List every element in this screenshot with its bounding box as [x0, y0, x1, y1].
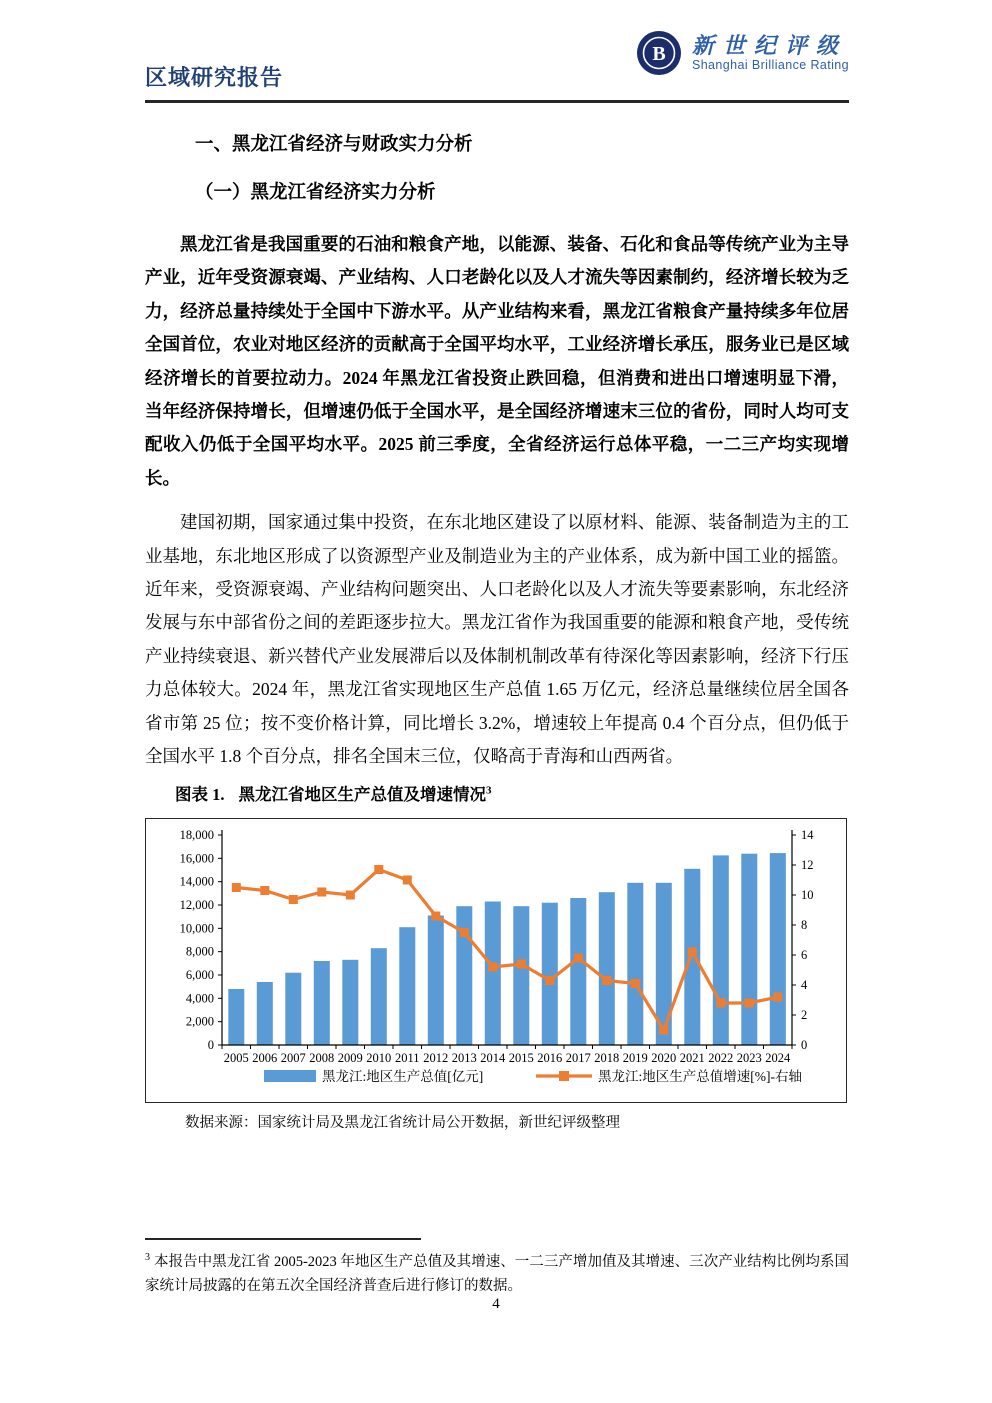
figure-footnote-ref: 3 — [486, 784, 492, 796]
growth-marker — [403, 875, 412, 884]
x-axis-label: 2020 — [651, 1050, 677, 1065]
growth-marker — [346, 890, 355, 899]
gdp-bar — [456, 906, 472, 1045]
gdp-growth-chart — [146, 819, 846, 1100]
growth-marker — [574, 953, 583, 962]
legend-bar-swatch — [264, 1070, 316, 1082]
growth-marker — [317, 887, 326, 896]
gdp-bar — [371, 948, 387, 1045]
gdp-bar — [713, 855, 729, 1045]
right-axis-label: 6 — [801, 947, 808, 962]
page-content — [145, 0, 849, 1132]
x-axis-label: 2005 — [223, 1050, 249, 1065]
figure-caption-text: 黑龙江省地区生产总值及增速情况 — [238, 784, 486, 804]
x-axis-label: 2008 — [309, 1050, 335, 1065]
growth-marker — [431, 911, 440, 920]
x-axis-label: 2011 — [395, 1050, 420, 1065]
x-axis-label: 2013 — [451, 1050, 477, 1065]
gdp-bar — [570, 898, 586, 1045]
x-axis-label: 2022 — [708, 1050, 734, 1065]
left-axis-label: 6,000 — [185, 967, 214, 982]
x-axis-label: 2014 — [480, 1050, 506, 1065]
x-axis-label: 2006 — [252, 1050, 278, 1065]
figure-caption — [175, 781, 849, 805]
growth-marker — [460, 928, 469, 937]
gdp-bar — [257, 982, 273, 1045]
footnote-text — [145, 1246, 849, 1298]
legend-bar-label: 黑龙江:地区生产总值[亿元] — [322, 1068, 484, 1084]
growth-marker — [716, 998, 725, 1007]
gdp-bar — [228, 989, 244, 1045]
summary-paragraph: 黑龙江省是我国重要的石油和粮食产地，以能源、装备、石化和食品等传统产业为主导产业，近年受资源衰竭、产业结构、人口老龄化以及人才流失等因素制约，经济增长较为乏力，经济总量持续处于全国中下游水平。从产业结构来看，黑龙江省粮食产量持续多年位居全国首位，农业对地区经济的贡献高于全国平均水平，工业经济增长承压，服务业已是区域经济增长的首要拉动力。2024 年黑龙江省投资止跌回稳，但消费和进出口增速明显下滑，当年经济保持增长，但增速仍低于全国水平，是全国经济增速末三位的省份，同时人均可支配收入仍低于全国平均水平。2025 前三季度，全省经济运行总体平稳，一二三产均实现增长。 — [145, 234, 849, 488]
right-axis-label: 14 — [801, 827, 814, 842]
growth-marker — [773, 992, 782, 1001]
left-axis-label: 18,000 — [179, 827, 214, 842]
gdp-chart-frame — [145, 818, 847, 1103]
report-type-label: 区域研究报告 — [145, 65, 284, 90]
left-axis-label: 14,000 — [179, 874, 214, 889]
figure-caption-label: 图表 1. — [175, 784, 225, 804]
growth-marker — [631, 979, 640, 988]
subsection-heading: （一）黑龙江省经济实力分析 — [195, 183, 436, 203]
gdp-bar — [513, 906, 529, 1045]
company-logo — [636, 30, 849, 76]
x-axis-label: 2018 — [594, 1050, 620, 1065]
data-source-note: 数据来源：国家统计局及黑龙江省统计局公开数据，新世纪评级整理 — [185, 1114, 620, 1131]
left-axis-label: 16,000 — [179, 850, 214, 865]
brand-name-en: Shanghai Brilliance Rating — [691, 58, 849, 73]
brand-name-cn: 新世纪评级 — [691, 33, 847, 59]
left-axis-label: 10,000 — [179, 920, 214, 935]
growth-marker — [745, 998, 754, 1007]
right-axis-label: 10 — [801, 887, 814, 902]
growth-marker — [688, 947, 697, 956]
x-axis-label: 2023 — [736, 1050, 762, 1065]
legend-line-marker — [559, 1071, 569, 1081]
gdp-bar — [627, 882, 643, 1044]
x-axis-label: 2019 — [622, 1050, 648, 1065]
x-axis-label: 2021 — [679, 1050, 705, 1065]
x-axis-label: 2012 — [423, 1050, 449, 1065]
gdp-bar — [542, 902, 558, 1044]
x-axis-label: 2017 — [565, 1050, 591, 1065]
growth-marker — [488, 962, 497, 971]
body-paragraph: 建国初期，国家通过集中投资，在东北地区建设了以原材料、能源、装备制造为主的工业基地，东北地区形成了以资源型产业及制造业为主的产业体系，成为新中国工业的摇篮。近年来，受资源衰竭、产业结构问题突出、人口老龄化以及人才流失等要素影响，东北经济发展与东中部省份之间的差距逐步拉大。黑龙江省作为我国重要的能源和粮食产地，受传统产业持续衰退、新兴替代产业发展滞后以及体制机制改革有待深化等因素影响，经济下行压力总体较大。2024 年，黑龙江省实现地区生产总值 1.65 万亿元，经济总量继续位居全国各省市第 25 位；按不变价格计算，同比增长 3.2%，增速较上年提高 0.4 个百分点，但仍低于全国水平 1.8 个百分点，排名全国末三位，仅略高于青海和山西两省。 — [145, 512, 849, 767]
growth-marker — [260, 886, 269, 895]
gdp-bar — [342, 959, 358, 1044]
gdp-bar — [741, 853, 757, 1044]
x-axis-label: 2009 — [337, 1050, 363, 1065]
footnote-marker: 3 — [145, 1252, 150, 1263]
svg-text:B: B — [652, 43, 666, 65]
brand-text — [692, 33, 849, 73]
growth-marker — [232, 883, 241, 892]
growth-marker — [545, 976, 554, 985]
gdp-bar — [285, 972, 301, 1044]
x-axis-label: 2010 — [366, 1050, 392, 1065]
gdp-bar — [684, 868, 700, 1044]
growth-marker — [517, 959, 526, 968]
right-axis-label: 8 — [801, 917, 808, 932]
right-axis-label: 2 — [801, 1007, 808, 1022]
gdp-bar — [399, 927, 415, 1045]
gdp-bar — [314, 961, 330, 1045]
growth-marker — [602, 976, 611, 985]
gdp-bar — [770, 853, 786, 1045]
footnote-area — [145, 1238, 849, 1298]
legend-line-label: 黑龙江:地区生产总值增速[%]-右轴 — [598, 1068, 802, 1084]
growth-marker — [289, 895, 298, 904]
left-axis-label: 8,000 — [185, 944, 214, 959]
brand-emblem-icon — [636, 30, 682, 76]
x-axis-label: 2024 — [765, 1050, 791, 1065]
gdp-bar — [428, 915, 444, 1045]
footnote-body: 本报告中黑龙江省 2005-2023 年地区生产总值及其增速、一二三产增加值及其增速、三次产业结构比例均系国家统计局披露的在第五次全国经济普查后进行修订的数据。 — [145, 1253, 849, 1294]
x-axis-label: 2007 — [280, 1050, 306, 1065]
footnote-separator — [145, 1238, 421, 1240]
growth-marker — [659, 1025, 668, 1034]
left-axis-label: 4,000 — [185, 990, 214, 1005]
right-axis-label: 12 — [801, 857, 814, 872]
left-axis-label: 12,000 — [179, 897, 214, 912]
growth-marker — [374, 865, 383, 874]
page-number: 4 — [492, 1296, 500, 1312]
page-header — [145, 0, 849, 103]
right-axis-label: 4 — [801, 977, 808, 992]
right-axis-label: 0 — [801, 1037, 808, 1052]
gdp-bar — [485, 901, 501, 1045]
gdp-bar — [599, 892, 615, 1045]
left-axis-label: 2,000 — [185, 1014, 214, 1029]
x-axis-label: 2015 — [508, 1050, 534, 1065]
x-axis-label: 2016 — [537, 1050, 563, 1065]
left-axis-label: 0 — [207, 1037, 214, 1052]
section-heading: 一、黑龙江省经济与财政实力分析 — [195, 135, 473, 155]
